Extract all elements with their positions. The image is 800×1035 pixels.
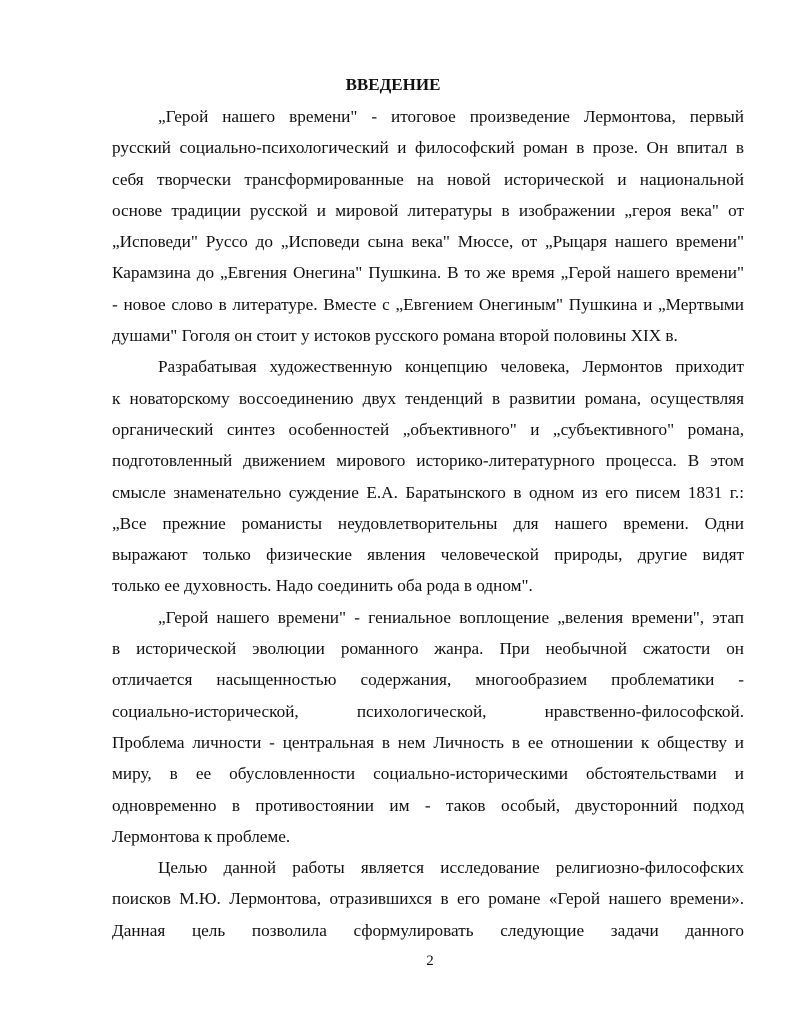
text-line: Проблема личности - центральная в нем Личность в ее отношении к обществу и (112, 732, 744, 752)
text-line: Целью данной работы является исследование религиозно-философских (158, 858, 744, 878)
text-line: русский социально-психологический и философский роман в прозе. Он впитал в (112, 138, 744, 158)
text-line: поисков М.Ю. Лермонтова, отразившихся в его романе «Герой нашего времени». (112, 889, 744, 909)
paragraph (112, 351, 744, 601)
text-line: Лермонтова к проблеме. (112, 826, 291, 846)
text-line: „Герой нашего времени" - гениальное воплощение „веления времени", этап (158, 607, 744, 627)
text-line: „Герой нашего времени" - итоговое произведение Лермонтова, первый (158, 107, 744, 126)
text-line: одновременно в противостоянии им - таков особый, двусторонний подход (112, 795, 744, 815)
text-line: выражают только физические явления человеческой природы, другие видят (112, 545, 744, 565)
paragraph (112, 101, 744, 351)
text-line: смысле знаменательно суждение Е.А. Баратынского в одном из его писем 1831 г.: (112, 482, 744, 502)
text-line: миру, в ее обусловленности социально-историческими обстоятельствами и (112, 764, 744, 784)
text-line: отличается насыщенностью содержания, многообразием проблематики - (112, 670, 744, 690)
paragraph (112, 602, 744, 852)
page-number: 2 (426, 953, 434, 969)
section-heading: ВВЕДЕНИЕ (345, 75, 441, 94)
body-text (112, 101, 744, 946)
text-line: - новое слово в литературе. Вместе с „Евгением Онегиным" Пушкина и „Мертвыми (112, 294, 744, 314)
text-line: к новаторскому воссоединению двух тенденций в развитии романа, осуществляя (112, 388, 744, 408)
text-line: в исторической эволюции романного жанра. При необычной сжатости он (112, 639, 744, 659)
paragraph (112, 852, 744, 946)
text-line: Карамзина до „Евгения Онегина" Пушкина. В то же время „Герой нашего времени" (112, 263, 744, 283)
text-line: „Все прежние романисты неудовлетворительны для нашего времени. Одни (112, 513, 744, 533)
text-line: органический синтез особенностей „объективного" и „субъективного" романа, (112, 419, 744, 439)
text-line: только ее духовность. Надо соединить оба рода в одном". (112, 576, 533, 596)
text-line: социально-исторической, психологической, нравственно-философской. (112, 701, 744, 721)
text-line: подготовленный движением мирового историко-литературного процесса. В этом (112, 451, 744, 471)
text-line: „Исповеди" Руссо до „Исповеди сына века" Мюссе, от „Рыцаря нашего времени" (112, 232, 744, 252)
text-line: душами" Гоголя он стоит у истоков русского романа второй половины XIX в. (112, 326, 678, 346)
text-line: Данная цель позволила сформулировать следующие задачи данного (112, 920, 744, 940)
text-line: себя творчески трансформированные на новой исторической и национальной (112, 169, 744, 189)
text-line: основе традиции русской и мировой литературы в изображении „героя века" от (112, 200, 744, 220)
text-line: Разрабатывая художественную концепцию человека, Лермонтов приходит (158, 357, 744, 377)
